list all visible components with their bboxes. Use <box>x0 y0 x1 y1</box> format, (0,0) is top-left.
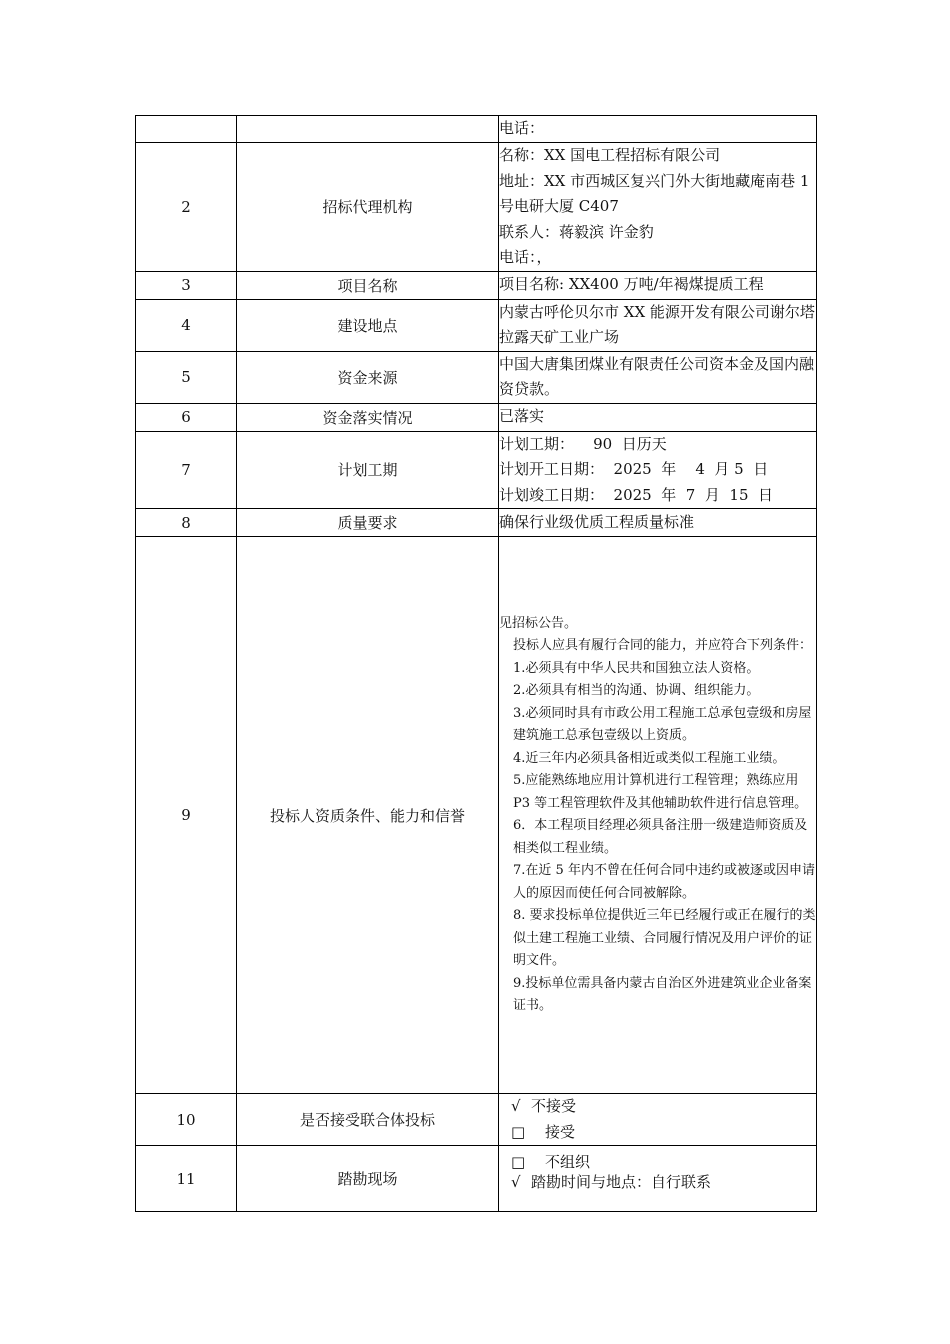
row-value <box>499 1094 817 1146</box>
row-number: 9 <box>136 537 237 1094</box>
row-label <box>237 116 499 143</box>
row-number: 3 <box>136 271 237 299</box>
table-row <box>136 116 817 143</box>
check-mark-icon: √ <box>511 1097 521 1115</box>
checkbox-icon: □ <box>511 1153 526 1171</box>
value-line: 电话： <box>499 119 545 138</box>
option-label: 不接受 <box>531 1097 577 1115</box>
paragraph: 6．本工程项目经理必须具备注册一级建造师资质及相类似工程业绩。 <box>513 818 808 856</box>
value-line: 计划开工日期： 2025 年 4 月 5 日 <box>499 460 769 478</box>
value-line: 名称：XX 国电工程招标有限公司 <box>499 146 721 164</box>
check-mark-icon: √ <box>511 1173 521 1191</box>
row-number: 10 <box>136 1094 237 1146</box>
paragraph: 4.近三年内必须具备相近或类似工程施工业绩。 <box>513 750 786 766</box>
option-self-contact <box>511 1172 816 1192</box>
row-value <box>499 143 817 272</box>
row-number: 7 <box>136 431 237 509</box>
value-line: 电话：， <box>499 248 552 266</box>
paragraph: 9.投标单位需具备内蒙古自治区外进建筑业企业备案证书。 <box>513 975 812 1013</box>
paragraph: 5.应能熟练地应用计算机进行工程管理；熟练应用 P3 等工程管理软件及其他辅助软件进行信息管理。 <box>513 773 808 811</box>
row-number: 11 <box>136 1146 237 1212</box>
row-value <box>499 271 817 299</box>
row-label: 资金落实情况 <box>237 403 499 431</box>
checkbox-icon: □ <box>511 1122 526 1141</box>
row-value <box>499 1146 817 1212</box>
value-line: 项目名称: XX400 万吨/年褐煤提质工程 <box>499 275 764 294</box>
row-value <box>499 116 817 143</box>
value-line: 联系人：蒋毅滨 许金豹 <box>499 222 654 241</box>
option-not-accept <box>511 1094 816 1120</box>
row-value <box>499 431 817 509</box>
row-value <box>499 299 817 351</box>
value-line: 内蒙古呼伦贝尔市 XX 能源开发有限公司谢尔塔拉露天矿工业广场 <box>499 302 815 346</box>
row-number: 5 <box>136 351 237 403</box>
row-label: 计划工期 <box>237 431 499 509</box>
option-accept <box>511 1120 816 1146</box>
row-label: 建设地点 <box>237 299 499 351</box>
table-row <box>136 509 817 537</box>
row-label: 是否接受联合体投标 <box>237 1094 499 1146</box>
row-label: 踏勘现场 <box>237 1146 499 1212</box>
table-row <box>136 351 817 403</box>
table-row <box>136 1094 817 1146</box>
row-value <box>499 509 817 537</box>
value-line: 已落实 <box>499 407 545 426</box>
row-label: 投标人资质条件、能力和信誉 <box>237 537 499 1094</box>
row-label: 资金来源 <box>237 351 499 403</box>
option-label: 踏勘时间与地点：自行联系 <box>531 1173 712 1191</box>
value-line: 地址：XX 市西城区复兴门外大街地藏庵南巷 1 号电研大厦 C407 <box>499 171 810 215</box>
table-row <box>136 143 817 272</box>
row-number <box>136 116 237 143</box>
value-line: 中国大唐集团煤业有限责任公司资本金及国内融资贷款。 <box>499 354 815 398</box>
row-number: 6 <box>136 403 237 431</box>
paragraph: 8. 要求投标单位提供近三年已经履行或正在履行的类似土建工程施工业绩、合同履行情况及用户评价的证明文件。 <box>513 908 816 968</box>
paragraph: 7.在近 5 年内不曾在任何合同中违约或被逐或因申请人的原因而使任何合同被解除。 <box>513 863 815 901</box>
table-row <box>136 299 817 351</box>
value-line: 确保行业级优质工程质量标准 <box>499 512 695 531</box>
table-row <box>136 1146 817 1212</box>
paragraph: 见招标公告。 <box>499 615 578 631</box>
row-label: 质量要求 <box>237 509 499 537</box>
row-label: 项目名称 <box>237 271 499 299</box>
tender-info-table <box>135 115 817 1212</box>
row-value <box>499 403 817 431</box>
option-label: 不组织 <box>545 1153 591 1171</box>
row-value <box>499 537 817 1094</box>
row-label: 招标代理机构 <box>237 143 499 272</box>
value-line: 计划工期： 90 日历天 <box>499 434 667 453</box>
row-number: 2 <box>136 143 237 272</box>
option-no-organize <box>511 1152 816 1172</box>
table-row <box>136 271 817 299</box>
paragraph: 1.必须具有中华人民共和国独立法人资格。 <box>513 660 760 676</box>
table-row <box>136 431 817 509</box>
row-value <box>499 351 817 403</box>
paragraph: 2.必须具有相当的沟通、协调、组织能力。 <box>513 683 760 698</box>
row-number: 8 <box>136 509 237 537</box>
option-label: 接受 <box>545 1122 576 1141</box>
paragraph: 3.必须同时具有市政公用工程施工总承包壹级和房屋建筑施工总承包壹级以上资质。 <box>513 705 812 743</box>
value-line: 计划竣工日期： 2025 年 7 月 15 日 <box>499 485 774 504</box>
paragraph: 投标人应具有履行合同的能力，并应符合下列条件： <box>513 638 813 653</box>
row-number: 4 <box>136 299 237 351</box>
table-row <box>136 403 817 431</box>
table-row <box>136 537 817 1094</box>
